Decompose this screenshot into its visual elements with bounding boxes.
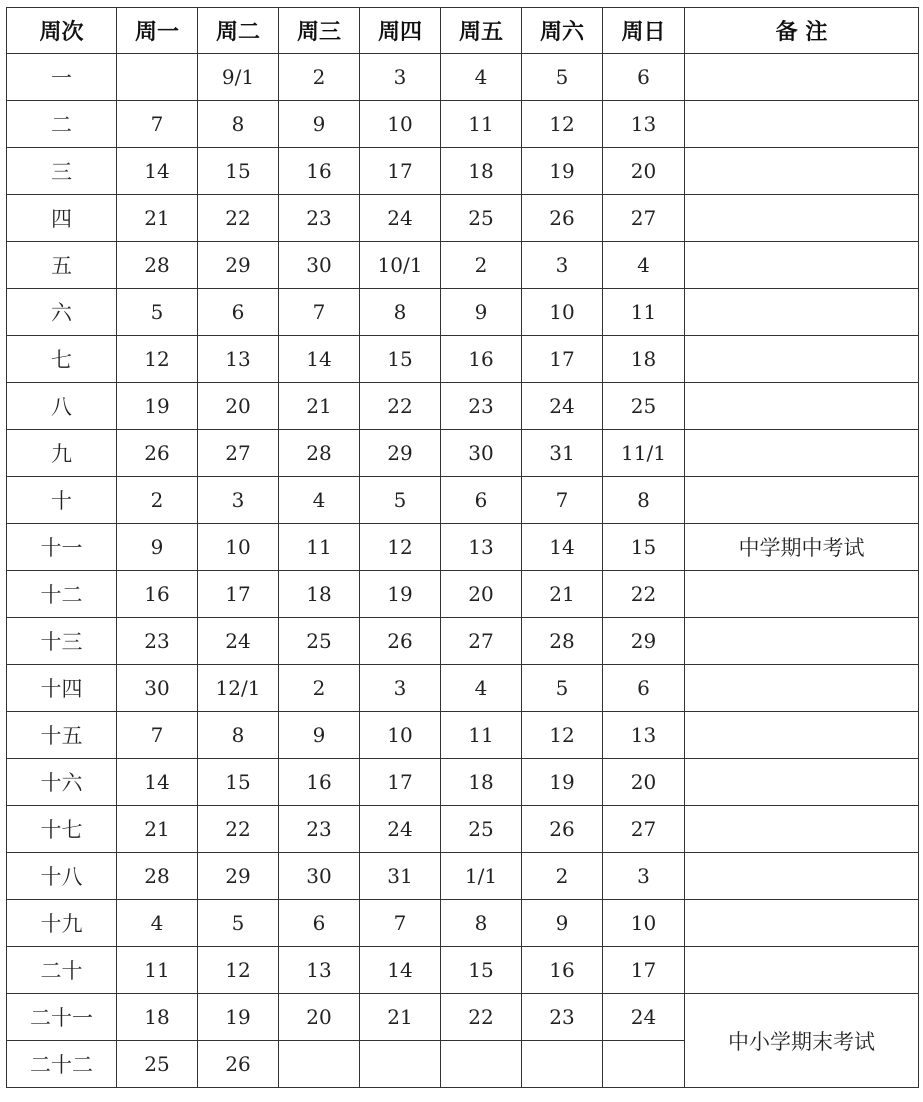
- date-cell: 22: [360, 383, 441, 430]
- header-sat: 周六: [522, 8, 603, 54]
- date-cell: 13: [441, 524, 522, 571]
- week-number-cell: 十七: [7, 806, 117, 853]
- date-cell: 30: [117, 665, 198, 712]
- date-cell: 25: [441, 195, 522, 242]
- date-cell: 28: [117, 853, 198, 900]
- date-cell: 26: [522, 806, 603, 853]
- date-cell: 7: [522, 477, 603, 524]
- table-row: [7, 54, 919, 101]
- date-cell: 11: [279, 524, 360, 571]
- date-cell: 5: [117, 289, 198, 336]
- date-cell: 9: [279, 712, 360, 759]
- date-cell: 12/1: [198, 665, 279, 712]
- date-cell: 13: [279, 947, 360, 994]
- date-cell: 3: [360, 665, 441, 712]
- header-thu: 周四: [360, 8, 441, 54]
- note-cell: [685, 853, 919, 900]
- week-number-cell: 十五: [7, 712, 117, 759]
- date-cell: 28: [522, 618, 603, 665]
- date-cell: 9: [522, 900, 603, 947]
- date-cell: 27: [603, 195, 685, 242]
- date-cell: 18: [603, 336, 685, 383]
- date-cell: 18: [117, 994, 198, 1041]
- date-cell: 16: [279, 148, 360, 195]
- note-cell: [685, 242, 919, 289]
- note-cell: [685, 665, 919, 712]
- note-cell: [685, 101, 919, 148]
- date-cell: 4: [441, 54, 522, 101]
- note-cell: [685, 806, 919, 853]
- date-cell: 29: [198, 242, 279, 289]
- date-cell: 28: [117, 242, 198, 289]
- header-mon: 周一: [117, 8, 198, 54]
- date-cell: 2: [522, 853, 603, 900]
- date-cell: [441, 1041, 522, 1088]
- week-number-cell: 十六: [7, 759, 117, 806]
- table-row: [7, 665, 919, 712]
- note-cell: [685, 336, 919, 383]
- date-cell: 21: [279, 383, 360, 430]
- note-cell: [685, 54, 919, 101]
- note-cell: [685, 571, 919, 618]
- date-cell: 14: [117, 759, 198, 806]
- table-row: [7, 524, 919, 571]
- note-cell: [685, 148, 919, 195]
- week-number-cell: 一: [7, 54, 117, 101]
- date-cell: [603, 1041, 685, 1088]
- date-cell: 5: [360, 477, 441, 524]
- date-cell: 16: [279, 759, 360, 806]
- note-cell: [685, 289, 919, 336]
- date-cell: 26: [360, 618, 441, 665]
- table-row: [7, 430, 919, 477]
- date-cell: 15: [360, 336, 441, 383]
- date-cell: 8: [198, 712, 279, 759]
- date-cell: 3: [360, 54, 441, 101]
- date-cell: 18: [441, 148, 522, 195]
- date-cell: 4: [279, 477, 360, 524]
- date-cell: 21: [522, 571, 603, 618]
- date-cell: 2: [279, 54, 360, 101]
- date-cell: 6: [441, 477, 522, 524]
- date-cell: 24: [603, 994, 685, 1041]
- date-cell: 29: [603, 618, 685, 665]
- date-cell: 14: [522, 524, 603, 571]
- date-cell: 10/1: [360, 242, 441, 289]
- date-cell: 20: [198, 383, 279, 430]
- date-cell: 21: [117, 195, 198, 242]
- date-cell: 14: [279, 336, 360, 383]
- week-number-cell: 十一: [7, 524, 117, 571]
- week-number-cell: 十: [7, 477, 117, 524]
- date-cell: 10: [522, 289, 603, 336]
- date-cell: 27: [603, 806, 685, 853]
- date-cell: 10: [198, 524, 279, 571]
- date-cell: 5: [522, 54, 603, 101]
- date-cell: 10: [360, 101, 441, 148]
- date-cell: 3: [522, 242, 603, 289]
- table-row: [7, 947, 919, 994]
- note-cell: [685, 195, 919, 242]
- note-cell: [685, 430, 919, 477]
- date-cell: 7: [360, 900, 441, 947]
- date-cell: 13: [603, 712, 685, 759]
- date-cell: 2: [441, 242, 522, 289]
- date-cell: 2: [279, 665, 360, 712]
- header-row: [7, 8, 919, 54]
- date-cell: 4: [441, 665, 522, 712]
- date-cell: 31: [522, 430, 603, 477]
- date-cell: 30: [279, 242, 360, 289]
- date-cell: 7: [117, 101, 198, 148]
- week-number-cell: 二十二: [7, 1041, 117, 1088]
- date-cell: 30: [279, 853, 360, 900]
- date-cell: 11: [117, 947, 198, 994]
- date-cell: 3: [603, 853, 685, 900]
- table-row: [7, 806, 919, 853]
- date-cell: 23: [279, 806, 360, 853]
- date-cell: 25: [117, 1041, 198, 1088]
- date-cell: 19: [360, 571, 441, 618]
- date-cell: 7: [117, 712, 198, 759]
- table-row: [7, 289, 919, 336]
- date-cell: 6: [198, 289, 279, 336]
- table-row: [7, 336, 919, 383]
- table-row: [7, 900, 919, 947]
- date-cell: 20: [279, 994, 360, 1041]
- date-cell: 13: [198, 336, 279, 383]
- date-cell: 4: [603, 242, 685, 289]
- date-cell: 17: [603, 947, 685, 994]
- date-cell: 20: [603, 148, 685, 195]
- date-cell: 10: [603, 900, 685, 947]
- date-cell: 2: [117, 477, 198, 524]
- note-cell: 中学期中考试: [685, 524, 919, 571]
- header-fri: 周五: [441, 8, 522, 54]
- date-cell: 12: [117, 336, 198, 383]
- week-number-cell: 八: [7, 383, 117, 430]
- date-cell: 18: [441, 759, 522, 806]
- date-cell: 23: [522, 994, 603, 1041]
- table-row: [7, 101, 919, 148]
- calendar-body: [7, 54, 919, 1088]
- date-cell: 28: [279, 430, 360, 477]
- school-calendar-table: [6, 7, 919, 1088]
- date-cell: 5: [198, 900, 279, 947]
- date-cell: 8: [603, 477, 685, 524]
- week-number-cell: 十九: [7, 900, 117, 947]
- table-row: [7, 195, 919, 242]
- date-cell: 15: [441, 947, 522, 994]
- date-cell: 4: [117, 900, 198, 947]
- date-cell: 22: [198, 806, 279, 853]
- note-cell: [685, 712, 919, 759]
- date-cell: 17: [522, 336, 603, 383]
- date-cell: 11: [441, 101, 522, 148]
- date-cell: 11: [441, 712, 522, 759]
- date-cell: 16: [117, 571, 198, 618]
- table-row: [7, 618, 919, 665]
- table-row: [7, 759, 919, 806]
- date-cell: 15: [198, 759, 279, 806]
- note-cell: [685, 383, 919, 430]
- date-cell: 23: [441, 383, 522, 430]
- date-cell: 12: [522, 101, 603, 148]
- date-cell: 25: [441, 806, 522, 853]
- date-cell: 18: [279, 571, 360, 618]
- note-cell: [685, 477, 919, 524]
- table-row: [7, 712, 919, 759]
- date-cell: 10: [360, 712, 441, 759]
- date-cell: 29: [198, 853, 279, 900]
- date-cell: 17: [198, 571, 279, 618]
- table-row: [7, 853, 919, 900]
- date-cell: [522, 1041, 603, 1088]
- week-number-cell: 五: [7, 242, 117, 289]
- date-cell: 12: [522, 712, 603, 759]
- date-cell: 12: [198, 947, 279, 994]
- date-cell: 14: [360, 947, 441, 994]
- table-row: [7, 571, 919, 618]
- header-tue: 周二: [198, 8, 279, 54]
- date-cell: 6: [603, 665, 685, 712]
- date-cell: 8: [198, 101, 279, 148]
- date-cell: 12: [360, 524, 441, 571]
- date-cell: 21: [117, 806, 198, 853]
- table-row: [7, 994, 919, 1041]
- week-number-cell: 十八: [7, 853, 117, 900]
- week-number-cell: 七: [7, 336, 117, 383]
- date-cell: [279, 1041, 360, 1088]
- date-cell: 22: [441, 994, 522, 1041]
- date-cell: 23: [117, 618, 198, 665]
- date-cell: 26: [117, 430, 198, 477]
- date-cell: 25: [279, 618, 360, 665]
- table-row: [7, 477, 919, 524]
- week-number-cell: 十二: [7, 571, 117, 618]
- header-week: 周次: [7, 8, 117, 54]
- date-cell: 11/1: [603, 430, 685, 477]
- date-cell: [117, 54, 198, 101]
- date-cell: 14: [117, 148, 198, 195]
- date-cell: 24: [360, 195, 441, 242]
- week-number-cell: 九: [7, 430, 117, 477]
- note-cell: [685, 618, 919, 665]
- date-cell: 23: [279, 195, 360, 242]
- week-number-cell: 六: [7, 289, 117, 336]
- note-cell: [685, 900, 919, 947]
- date-cell: 24: [522, 383, 603, 430]
- date-cell: 17: [360, 759, 441, 806]
- table-row: [7, 148, 919, 195]
- date-cell: 5: [522, 665, 603, 712]
- date-cell: 27: [198, 430, 279, 477]
- table-row: [7, 242, 919, 289]
- date-cell: 22: [603, 571, 685, 618]
- date-cell: 9/1: [198, 54, 279, 101]
- note-cell: [685, 947, 919, 994]
- date-cell: 9: [117, 524, 198, 571]
- date-cell: 13: [603, 101, 685, 148]
- date-cell: 31: [360, 853, 441, 900]
- date-cell: 9: [279, 101, 360, 148]
- date-cell: 20: [441, 571, 522, 618]
- date-cell: 22: [198, 195, 279, 242]
- week-number-cell: 四: [7, 195, 117, 242]
- week-number-cell: 二十: [7, 947, 117, 994]
- date-cell: 21: [360, 994, 441, 1041]
- date-cell: 30: [441, 430, 522, 477]
- week-number-cell: 十三: [7, 618, 117, 665]
- date-cell: [360, 1041, 441, 1088]
- header-note: 备 注: [685, 8, 919, 54]
- week-number-cell: 三: [7, 148, 117, 195]
- date-cell: 16: [441, 336, 522, 383]
- week-number-cell: 十四: [7, 665, 117, 712]
- date-cell: 1/1: [441, 853, 522, 900]
- date-cell: 20: [603, 759, 685, 806]
- table-row: [7, 383, 919, 430]
- date-cell: 25: [603, 383, 685, 430]
- date-cell: 19: [198, 994, 279, 1041]
- date-cell: 26: [198, 1041, 279, 1088]
- date-cell: 24: [360, 806, 441, 853]
- date-cell: 19: [522, 759, 603, 806]
- date-cell: 8: [360, 289, 441, 336]
- note-cell: 中小学期末考试: [685, 994, 919, 1088]
- date-cell: 19: [522, 148, 603, 195]
- date-cell: 17: [360, 148, 441, 195]
- date-cell: 9: [441, 289, 522, 336]
- date-cell: 6: [279, 900, 360, 947]
- date-cell: 8: [441, 900, 522, 947]
- date-cell: 29: [360, 430, 441, 477]
- date-cell: 7: [279, 289, 360, 336]
- date-cell: 11: [603, 289, 685, 336]
- date-cell: 6: [603, 54, 685, 101]
- date-cell: 16: [522, 947, 603, 994]
- date-cell: 3: [198, 477, 279, 524]
- note-cell: [685, 759, 919, 806]
- date-cell: 26: [522, 195, 603, 242]
- week-number-cell: 二十一: [7, 994, 117, 1041]
- date-cell: 24: [198, 618, 279, 665]
- date-cell: 15: [603, 524, 685, 571]
- date-cell: 27: [441, 618, 522, 665]
- date-cell: 15: [198, 148, 279, 195]
- week-number-cell: 二: [7, 101, 117, 148]
- header-wed: 周三: [279, 8, 360, 54]
- date-cell: 19: [117, 383, 198, 430]
- header-sun: 周日: [603, 8, 685, 54]
